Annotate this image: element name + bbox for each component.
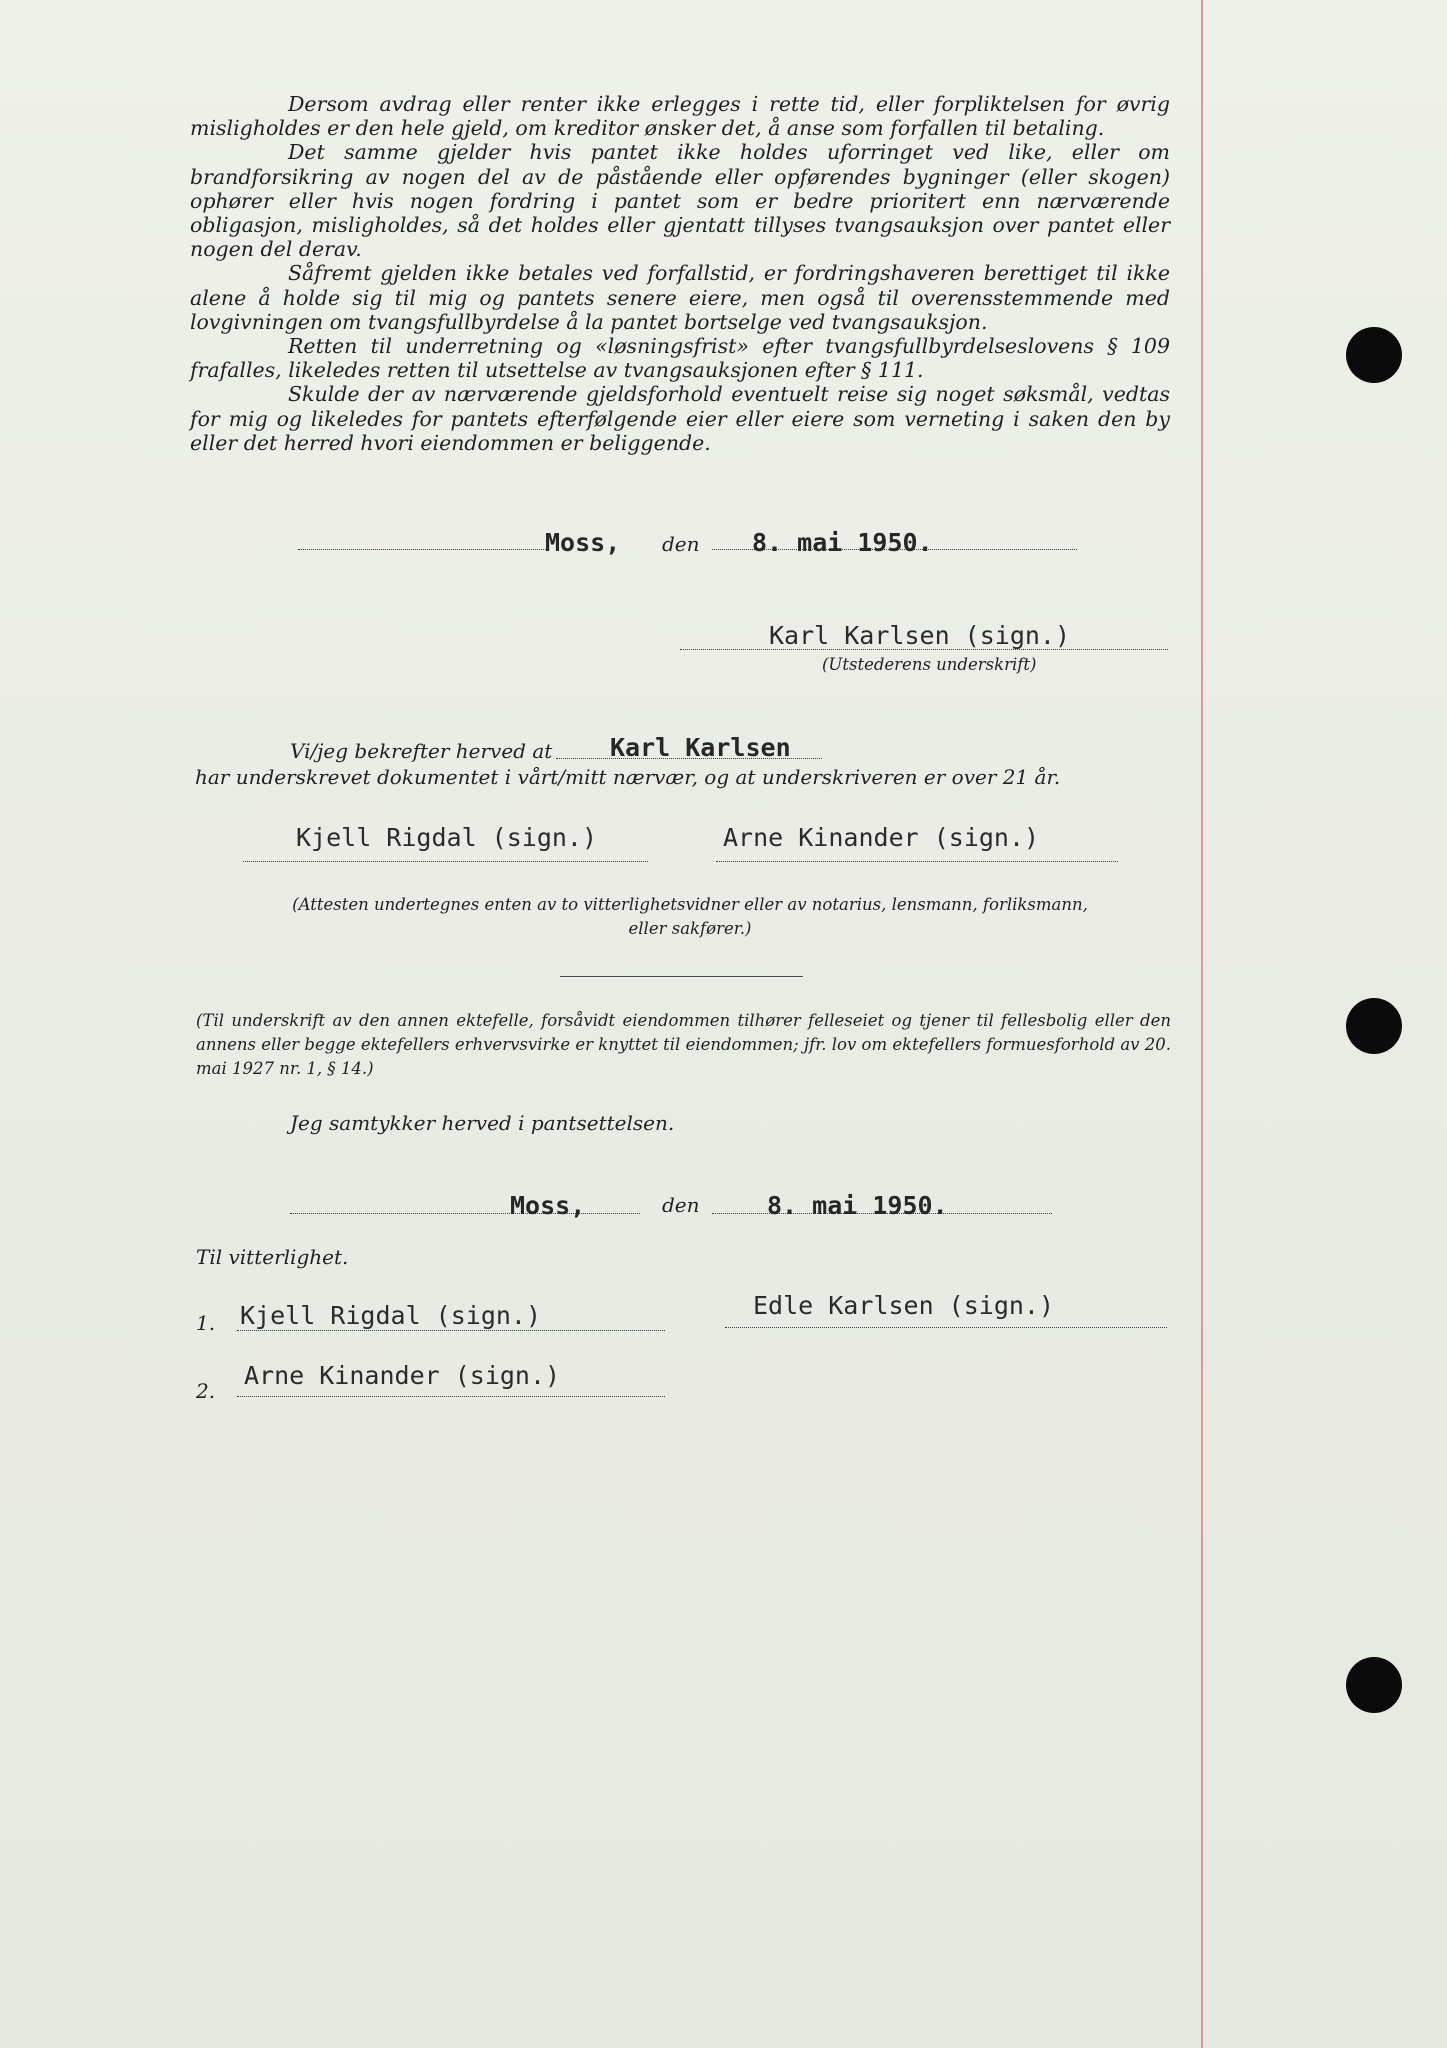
attest-name: Karl Karlsen — [610, 733, 791, 762]
witness-line — [237, 1396, 665, 1397]
date: 8. mai 1950. — [752, 528, 933, 557]
witness-heading: Til vitterlighet. — [196, 1245, 349, 1269]
witness-number: 1. — [196, 1311, 216, 1335]
attest-prefix: Vi/jeg bekrefter herved at — [290, 739, 553, 763]
spouse-note: (Til underskrift av den annen ektefelle, forsåvidt eiendommen tilhører felleseiet og tjener til fellesbolig eller den annens eller begge ektefellers erhvervsvirke er knyttet til eiendommen; jfr. lov om ektefellers formuesforhold av 20. mai 1927 nr. 1, § 14.) — [196, 1011, 1171, 1078]
signature-line — [680, 649, 1168, 650]
blank-line — [560, 976, 803, 977]
witness1-line — [243, 861, 648, 862]
consent-text: Jeg samtykker herved i pantsettelsen. — [290, 1111, 675, 1135]
punch-hole — [1346, 327, 1402, 383]
witness2-signature: Arne Kinander (sign.) — [723, 823, 1040, 852]
issuer-signature: Karl Karlsen (sign.) — [769, 621, 1071, 650]
witness2-line — [716, 861, 1118, 862]
clause: Skulde der av nærværende gjeldsforhold eventuelt reise sig noget søksmål, vedtas for mig og likeledes for pantets efterfølgende eier eller eiere som verneting i saken den by eller det herred hvori eiendommen er beliggende. — [190, 382, 1170, 455]
witness-line — [237, 1330, 665, 1331]
signature-caption: (Utstederens underskrift) — [822, 655, 1037, 674]
witness1-signature: Kjell Rigdal (sign.) — [296, 823, 598, 852]
place: Moss, — [510, 1191, 586, 1220]
clause: Det samme gjelder hvis pantet ikke holdes uforringet ved like, eller om brandforsikring av nogen del av de påstående eller opførendes bygninger (eller skogen) ophører eller hvis nogen fordring i pantet som er bedre prioritert enn nærværende obligasjon, misligholdes, så det holdes eller gjentatt tillyses tvangsauksjon over pantet eller nogen del derav. — [190, 140, 1170, 262]
clause: Retten til underretning og «løsningsfrist» efter tvangsfullbyrdelseslovens § 109 frafalles, likeledes retten til utsettelse av tvangsauksjonen efter § 111. — [190, 334, 1170, 383]
clause: Såfremt gjelden ikke betales ved forfallstid, er fordringshaveren berettiget til ikke alene å holde sig til mig og pantets senere eiere, men også til overensstemmende med lovgivningen om tvangsfullbyrdelse å la pantet bortselge ved tvangsauksjon. — [190, 261, 1170, 334]
margin-line — [1201, 0, 1203, 2048]
witness-number: 2. — [196, 1379, 216, 1403]
witness-signature: Kjell Rigdal (sign.) — [240, 1301, 542, 1330]
place: Moss, — [545, 528, 621, 557]
clause: Dersom avdrag eller renter ikke erlegges i rette tid, eller forpliktelsen for øvrig misligholdes er den hele gjeld, om kreditor ønsker det, å anse som forfallen til betaling. — [190, 92, 1170, 141]
attest-statement: har underskrevet dokumentet i vårt/mitt nærvær, og at underskriveren er over 21 år. — [195, 765, 1061, 789]
den-label: den — [662, 532, 700, 556]
terms-text — [190, 92, 1170, 455]
bleed-through — [205, 492, 210, 511]
punch-hole — [1346, 1657, 1402, 1713]
attest-note: (Attesten undertegnes enten av to vitterlighetsvidner eller av notarius, lensmann, forliksmann, eller sakfører.) — [292, 895, 1088, 938]
den-label: den — [662, 1193, 700, 1217]
punch-hole — [1346, 998, 1402, 1054]
witness-signature: Arne Kinander (sign.) — [244, 1361, 561, 1390]
place-line — [298, 549, 546, 550]
spouse-signature: Edle Karlsen (sign.) — [753, 1291, 1055, 1320]
place-line — [290, 1213, 640, 1214]
date: 8. mai 1950. — [767, 1191, 948, 1220]
spouse-line — [725, 1327, 1167, 1328]
